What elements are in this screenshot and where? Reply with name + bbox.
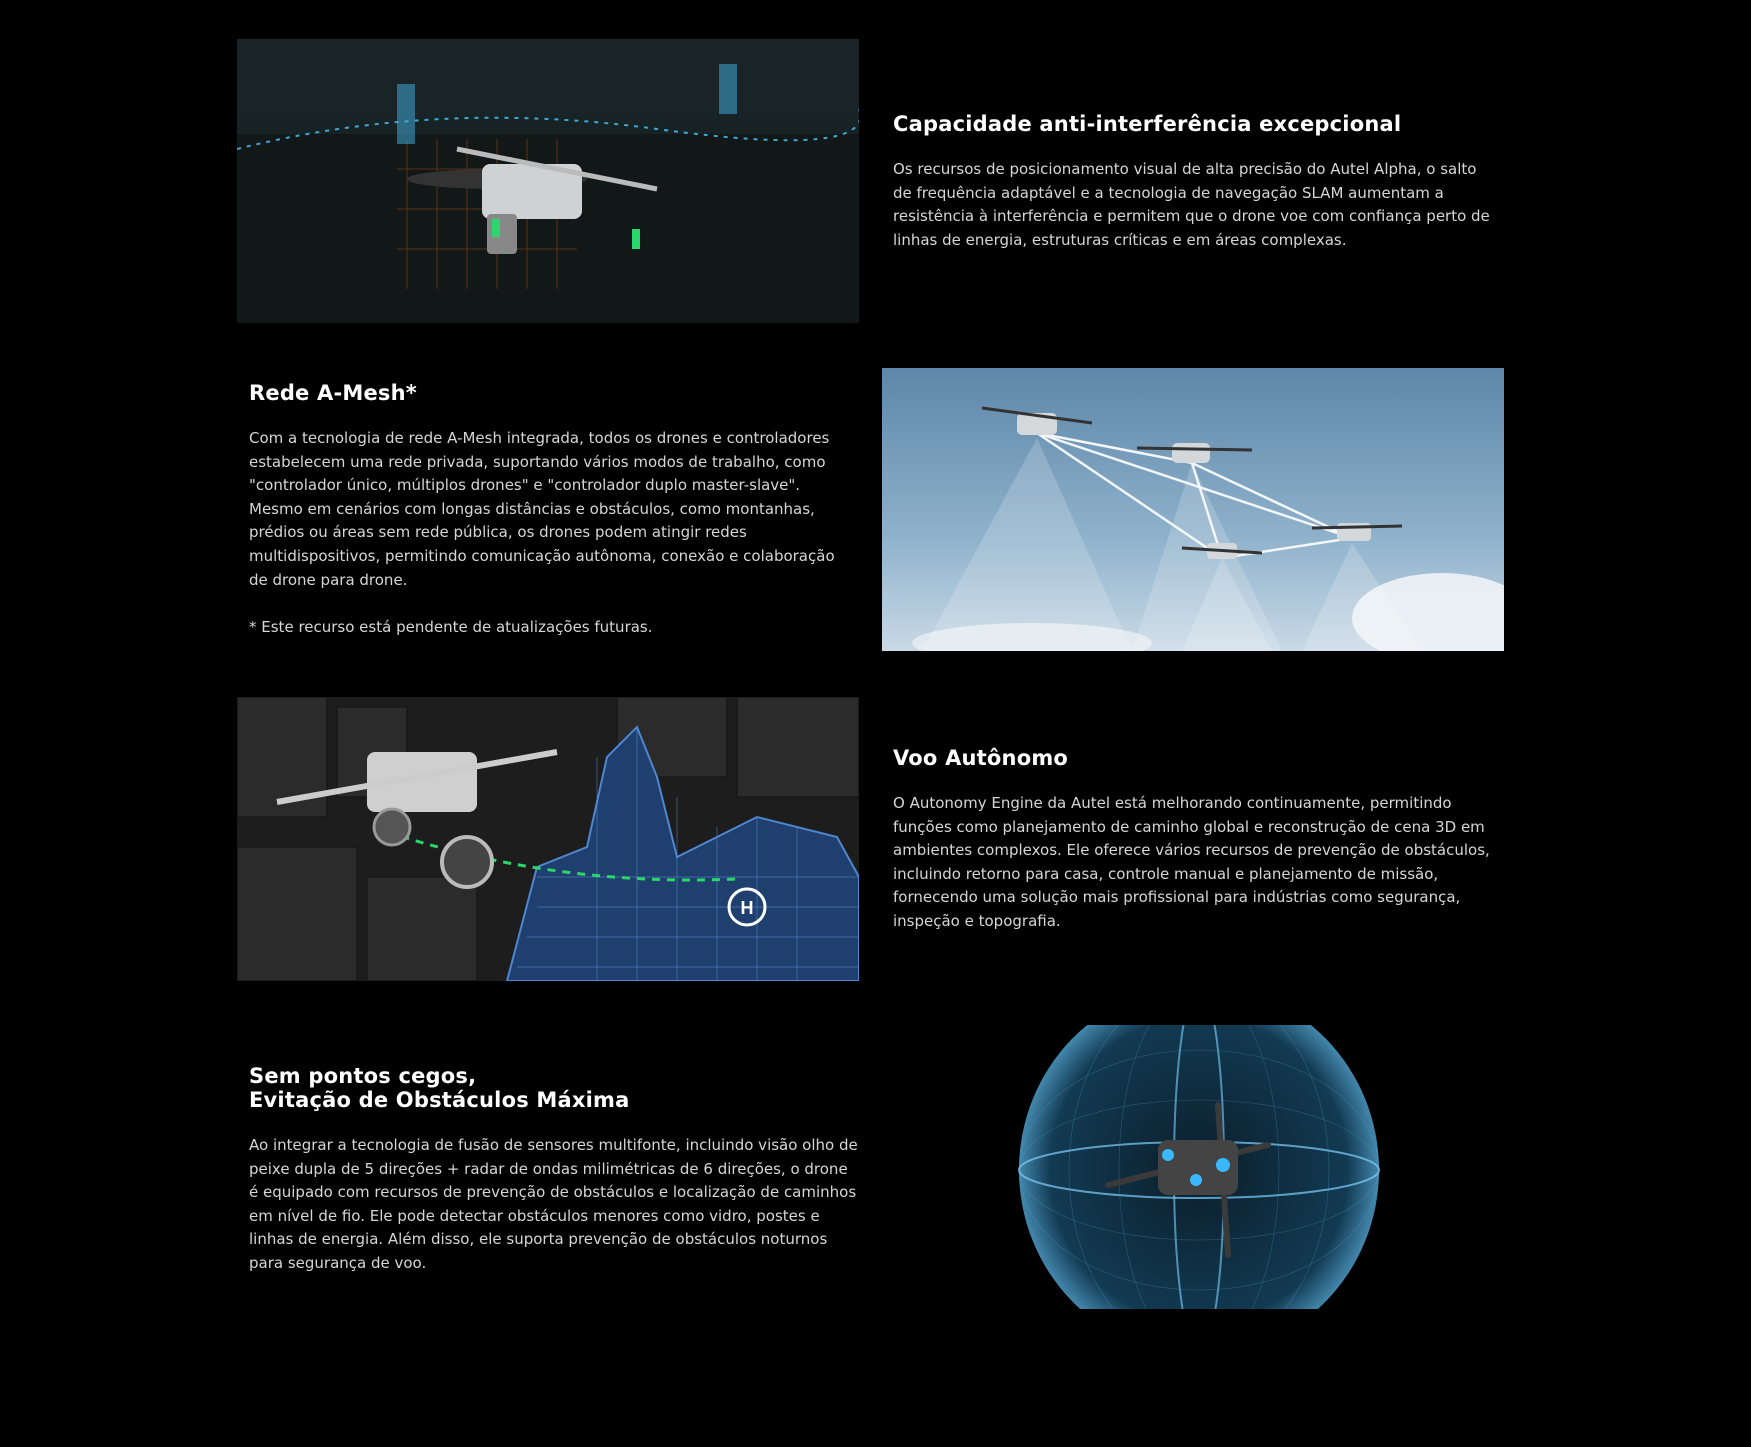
drone-power-line-image (237, 39, 859, 323)
anti-interference-title: Capacidade anti-interferência excepcional (893, 112, 1402, 136)
drone-3d-city-image (237, 697, 859, 981)
a-mesh-body: Com a tecnologia de rede A-Mesh integrada, todos os drones e controladores estabelecem uma rede privada, suportando vários modos de trabalho, como "controlador único, múltiplos drones" e "controlador duplo master-slave". Mesmo em cenários com longas distâncias e obstáculos, como montanhas, prédios ou áreas sem rede pública, os drones podem atingir redes multidispositivos, permitindo comunicação autônoma, conexão e colaboração de drone para drone. (249, 429, 835, 589)
autonomous-flight-title: Voo Autônomo (893, 746, 1069, 770)
obstacle-avoidance-title-line1: Sem pontos cegos, (249, 1064, 477, 1088)
a-mesh-title: Rede A-Mesh* (249, 381, 417, 405)
drone-mesh-network-image (882, 368, 1504, 651)
anti-interference-body: Os recursos de posicionamento visual de alta precisão do Autel Alpha, o salto de frequência adaptável e a tecnologia de navegação SLAM aumentam a resistência à interferência e permitem que o drone voe com confiança perto de linhas de energia, estruturas críticas e em áreas complexas. (893, 160, 1490, 249)
helipad-label: H (740, 898, 754, 918)
obstacle-avoidance-title (249, 1064, 859, 1112)
drone-sensor-sphere-image (1018, 1025, 1380, 1309)
a-mesh-note: * Este recurso está pendente de atualizações futuras. (249, 618, 653, 637)
obstacle-avoidance-title-line2: Evitação de Obstáculos Máxima (249, 1088, 630, 1112)
autonomous-flight-body: O Autonomy Engine da Autel está melhorando continuamente, permitindo funções como planejamento de caminho global e reconstrução de cena 3D em ambientes complexos. Ele oferece vários recursos de prevenção de obstáculos, incluindo retorno para casa, controle manual e planejamento de missão, fornecendo uma solução mais profissional para indústrias como segurança, inspeção e topografia. (893, 794, 1490, 930)
obstacle-avoidance-body: Ao integrar a tecnologia de fusão de sensores multifonte, incluindo visão olho de peixe dupla de 5 direções + radar de ondas milimétricas de 6 direções, o drone é equipado com recursos de prevenção de obstáculos e localização de caminhos em nível de fio. Ele pode detectar obstáculos menores como vidro, postes e linhas de energia. Além disso, ele suporta prevenção de obstáculos noturnos para segurança de voo. (249, 1136, 858, 1272)
